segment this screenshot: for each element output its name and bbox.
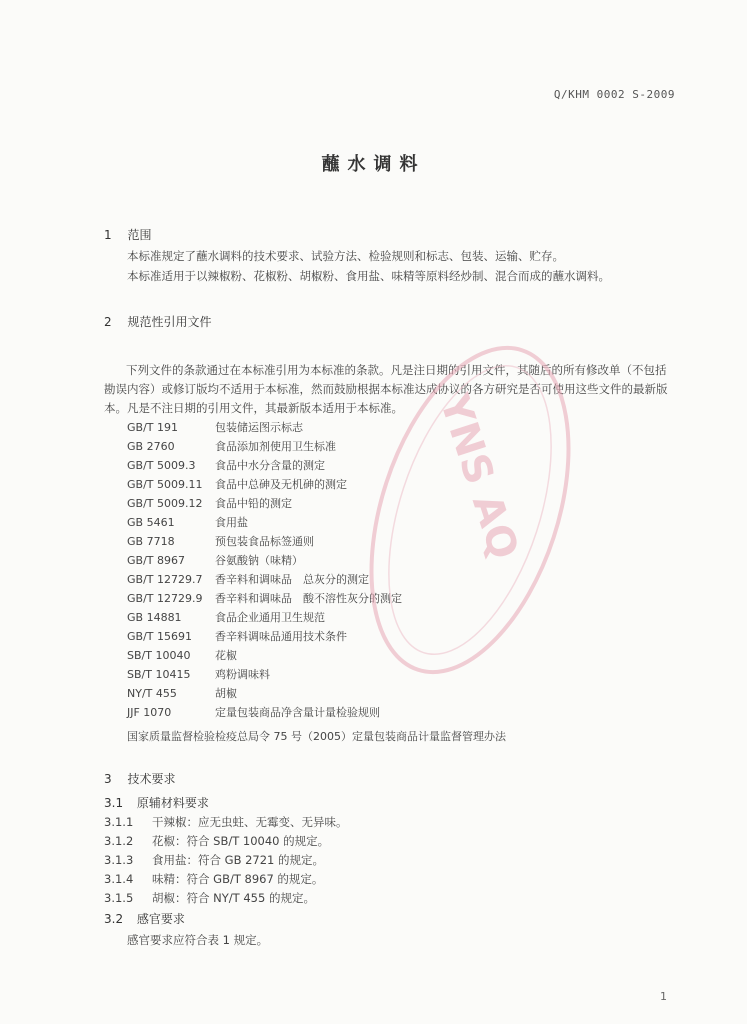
reference-item xyxy=(127,685,237,701)
requirement-number: 3.1.4 xyxy=(104,872,134,886)
requirement-item xyxy=(104,833,329,849)
reference-item xyxy=(127,609,325,625)
requirement-text: 食用盐：符合 GB 2721 的规定。 xyxy=(152,853,325,867)
reference-name: 食品添加剂使用卫生标准 xyxy=(215,440,336,453)
requirement-item xyxy=(104,871,323,887)
requirement-number: 3.1.1 xyxy=(104,815,134,829)
reference-code: GB/T 12729.9 xyxy=(127,592,203,605)
reference-code: GB/T 15691 xyxy=(127,630,192,643)
references-intro: 下列文件的条款通过在本标准引用为本标准的条款。凡是注日期的引用文件，其随后的所有修改单（不包括勘误内容）或修订版均不适用于本标准，然而鼓励根据本标准达成协议的各方研究是否可使用这些文件的最新版本。凡是不注日期的引用文件，其最新版本适用于本标准。 xyxy=(104,363,668,415)
reference-name: 香辛料和调味品 总灰分的测定 xyxy=(215,573,369,586)
reference-last-item: 国家质量监督检验检疫总局令 75 号（2005）定量包装商品计量监督管理办法 xyxy=(127,730,506,743)
reference-name: 食品中铅的测定 xyxy=(215,497,292,510)
subsection-3-1-heading xyxy=(104,794,209,811)
reference-item xyxy=(127,476,347,492)
reference-name: 花椒 xyxy=(215,649,237,662)
reference-item xyxy=(127,533,314,549)
reference-name: 鸡粉调味料 xyxy=(215,668,270,681)
reference-name: 胡椒 xyxy=(215,687,237,700)
requirement-text: 花椒：符合 SB/T 10040 的规定。 xyxy=(152,834,330,848)
requirement-text: 干辣椒：应无虫蛀、无霉变、无异味。 xyxy=(152,815,348,829)
reference-code: GB/T 5009.3 xyxy=(127,459,196,472)
reference-name: 定量包装商品净含量计量检验规则 xyxy=(215,706,380,719)
subsection-3-2-heading xyxy=(104,910,185,927)
stamp-text: YNS AQ xyxy=(430,388,527,565)
document-title: 蘸水调料 xyxy=(321,154,426,175)
section-1-heading xyxy=(104,226,151,243)
reference-code: GB 2760 xyxy=(127,440,175,453)
reference-code: JJF 1070 xyxy=(127,706,172,719)
section-3-heading xyxy=(104,770,175,787)
section-title: 规范性引用文件 xyxy=(127,315,212,329)
reference-item xyxy=(127,571,369,587)
reference-name: 香辛料调味品通用技术条件 xyxy=(215,630,347,643)
reference-code: GB/T 5009.12 xyxy=(127,497,203,510)
reference-item xyxy=(127,666,270,682)
requirement-text: 味精：符合 GB/T 8967 的规定。 xyxy=(152,872,324,886)
reference-item xyxy=(127,495,292,511)
subsection-title: 原辅材料要求 xyxy=(136,796,209,810)
section-title: 技术要求 xyxy=(127,772,176,786)
reference-item xyxy=(127,628,347,644)
section-number: 2 xyxy=(104,315,112,329)
subsection-number: 3.2 xyxy=(104,912,124,926)
section-2-heading xyxy=(104,313,211,330)
section-title: 范围 xyxy=(127,228,152,242)
reference-item xyxy=(127,590,402,606)
section-number: 3 xyxy=(104,772,112,786)
reference-name: 香辛料和调味品 酸不溶性灰分的测定 xyxy=(215,592,402,605)
scope-paragraph-1: 本标准规定了蘸水调料的技术要求、试验方法、检验规则和标志、包装、运输、贮存。 xyxy=(127,249,564,263)
subsection-title: 感官要求 xyxy=(136,912,185,926)
reference-name: 食品中水分含量的测定 xyxy=(215,459,325,472)
reference-name: 食品中总砷及无机砷的测定 xyxy=(215,478,347,491)
requirement-item xyxy=(104,814,348,830)
reference-code: SB/T 10415 xyxy=(127,668,191,681)
reference-name: 预包装食品标签通则 xyxy=(215,535,314,548)
subsection-number: 3.1 xyxy=(104,796,124,810)
requirement-item xyxy=(104,852,324,868)
reference-item xyxy=(127,514,248,530)
requirement-item xyxy=(104,890,315,906)
reference-name: 谷氨酸钠（味精） xyxy=(215,554,303,567)
requirement-text: 胡椒：符合 NY/T 455 的规定。 xyxy=(152,891,315,905)
reference-item xyxy=(127,704,380,720)
reference-item xyxy=(127,419,303,435)
reference-code: GB/T 12729.7 xyxy=(127,573,203,586)
requirement-number: 3.1.5 xyxy=(104,891,134,905)
sensory-requirement-text: 感官要求应符合表 1 规定。 xyxy=(127,933,269,947)
section-number: 1 xyxy=(104,228,112,242)
reference-name: 包装储运图示标志 xyxy=(215,421,303,434)
scope-paragraph-2: 本标准适用于以辣椒粉、花椒粉、胡椒粉、食用盐、味精等原料经炒制、混合而成的蘸水调料。 xyxy=(127,269,610,283)
reference-item xyxy=(127,647,237,663)
reference-code: GB/T 5009.11 xyxy=(127,478,203,491)
reference-code: NY/T 455 xyxy=(127,687,177,700)
reference-name: 食品企业通用卫生规范 xyxy=(215,611,325,624)
reference-name: 食用盐 xyxy=(215,516,248,529)
requirement-number: 3.1.3 xyxy=(104,853,134,867)
requirement-number: 3.1.2 xyxy=(104,834,134,848)
reference-code: SB/T 10040 xyxy=(127,649,191,662)
reference-code: GB/T 8967 xyxy=(127,554,185,567)
reference-code: GB 5461 xyxy=(127,516,175,529)
reference-code: GB/T 191 xyxy=(127,421,178,434)
page-number: 1 xyxy=(660,990,667,1003)
reference-item xyxy=(127,552,303,568)
reference-code: GB 7718 xyxy=(127,535,175,548)
reference-item xyxy=(127,457,325,473)
reference-item xyxy=(127,438,336,454)
document-code: Q/KHM 0002 S-2009 xyxy=(553,88,675,101)
reference-code: GB 14881 xyxy=(127,611,182,624)
